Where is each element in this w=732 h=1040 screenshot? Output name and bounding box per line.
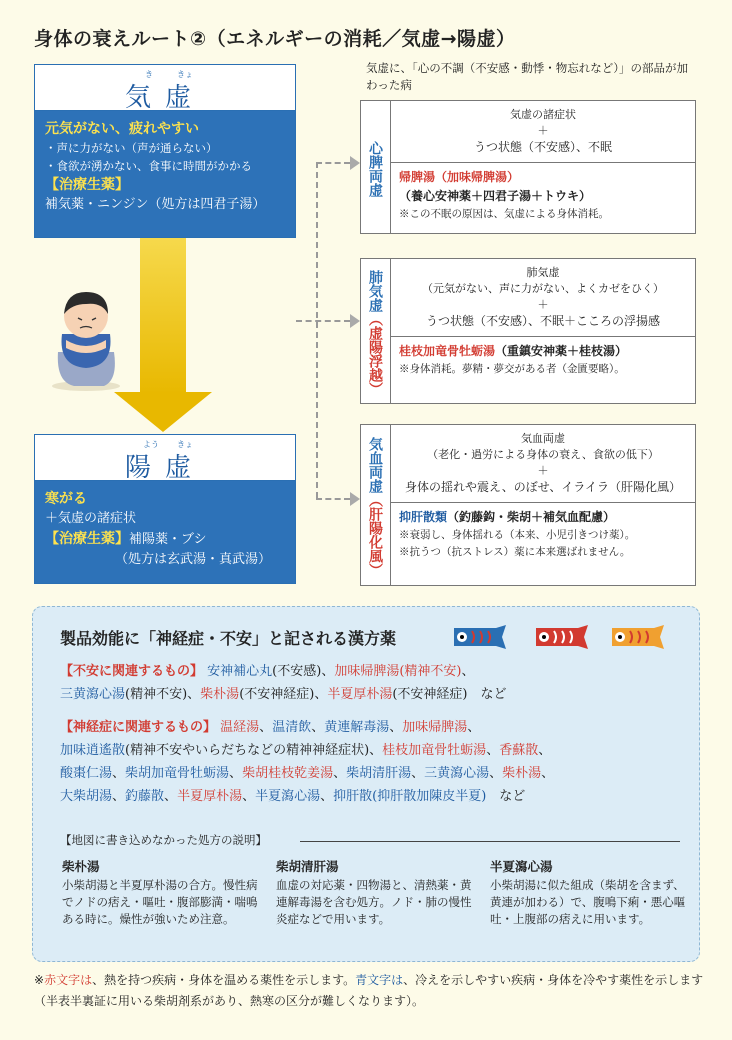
kampo-text: 、 xyxy=(541,766,555,781)
carp-streamer-blue-icon xyxy=(452,624,508,650)
kampo-text: 、 xyxy=(538,743,552,758)
kampo-name: 香蘇散 xyxy=(499,743,539,758)
qi-blood-box xyxy=(360,424,696,586)
symptom-block: 肺気虚 （元気がない、声に力がない、よくカゼをひく） ＋ うつ状態（不安感）、不眠＋こころの浮揚感 xyxy=(391,259,695,337)
kampo-text: 、 xyxy=(259,720,273,735)
kampo-text: (不安感)、 xyxy=(272,664,335,679)
qi-xu-headline: 元気がない、疲れやすい xyxy=(45,121,199,137)
qi-xu-header xyxy=(35,65,295,111)
rx-note: ※身体消耗。夢精・夢交がある者（金匱要略）。 xyxy=(399,363,625,375)
qi-xu-name: 気虚 xyxy=(124,83,205,113)
kampo-text: (不安神経症)、 xyxy=(239,687,328,702)
connector-line xyxy=(316,498,350,500)
caption: 気虚に、「心の不調（不安感・動悸・物忘れなど）」の部品が加わった病 xyxy=(366,61,688,92)
qi-xu-treat-label: 【治療生薬】 xyxy=(45,177,129,193)
down-arrow-shaft xyxy=(140,238,186,394)
connector-line xyxy=(316,162,318,498)
arrow-right-icon xyxy=(350,314,360,328)
down-arrow-icon xyxy=(114,392,212,432)
rx-note: ※この不眠の原因は、気虚による身体消耗。 xyxy=(399,208,609,220)
kampo-text: 、 xyxy=(489,766,503,781)
kampo-text: 、 xyxy=(242,789,256,804)
arrow-right-icon xyxy=(350,156,360,170)
prescription-block xyxy=(391,163,695,228)
yang-xu-treat: 補陽薬・ブシ xyxy=(129,532,207,547)
qi-xu-treat: 補気薬・ニンジン（処方は四君子湯） xyxy=(45,197,266,212)
kampo-name: 酸棗仁湯 xyxy=(60,766,113,781)
kampo-text: 、 xyxy=(333,766,347,781)
kampo-text: 、 xyxy=(486,743,500,758)
kampo-text: 、 xyxy=(112,789,126,804)
kampo-text: 、 xyxy=(112,766,126,781)
panel-title: 製品効能に「神経症・不安」と記される漢方薬 xyxy=(60,629,397,648)
footnote: ※赤文字は、熱を持つ疾病・身体を温める薬性を示します。青文字は、冷えを示しやすい疾病・身体を冷やす薬性を示します（半表半裏証に用いる柴胡剤系があり、熱寒の区分が難しくなります）。 xyxy=(34,973,704,1008)
kampo-name: 桂枝加竜骨牡蛎湯 xyxy=(382,743,487,758)
map-note-heading: 【地図に書き込めなかった処方の説明】 xyxy=(60,833,267,847)
kampo-name: 大柴胡湯 xyxy=(60,789,113,804)
kampo-name: 温清飲 xyxy=(272,720,312,735)
kampo-text: 、 xyxy=(320,789,334,804)
kampo-text: 、 xyxy=(461,664,475,679)
kampo-name: 安神補心丸 xyxy=(207,664,273,679)
rx-name: 帰脾湯（加味帰脾湯） xyxy=(399,170,520,184)
yang-xu-treat-label: 【治療生薬】 xyxy=(45,531,129,547)
kampo-text: 、 xyxy=(411,766,425,781)
ruby-ki: き xyxy=(145,70,153,79)
heart-spleen-box xyxy=(360,100,696,234)
rx-note: ※衰弱し、身体揺れる（本来、小児引きつけ薬）。 xyxy=(399,529,636,541)
qi-xu-box xyxy=(34,64,296,238)
rx-composition: （釣藤鈎・柴胡＋補気血配慮） xyxy=(447,510,616,524)
symptom-block: 気虚の諸症状 ＋ うつ状態（不安感）、不眠 xyxy=(391,101,695,163)
rx-composition: （養心安神薬＋四君子湯＋トウキ） xyxy=(399,189,592,203)
kampo-name: 黄連解毒湯 xyxy=(324,720,390,735)
rx-composition: （重鎮安神薬＋桂枝湯） xyxy=(495,344,628,358)
yang-xu-box xyxy=(34,434,296,584)
kampo-name: 柴朴湯 xyxy=(200,687,240,702)
kampo-text: 、 xyxy=(229,766,243,781)
kampo-text: など xyxy=(486,789,526,804)
ruby-kyo: きょ xyxy=(177,440,193,449)
ruby-you: よう xyxy=(143,440,159,449)
kampo-name: 加味逍遙散 xyxy=(60,743,126,758)
explain-column: 半夏瀉心湯 小柴胡湯に似た組成（柴胡を含まず、黄連が加わる）で、腹鳴下痢・悪心嘔吐・上腹部の痞えに用います。 xyxy=(490,859,686,926)
qi-xu-symptom: ・声に力がない（声が通らない） xyxy=(45,141,218,155)
kampo-name: 柴胡加竜骨牡蛎湯 xyxy=(125,766,230,781)
kampo-text: (精神不安)、 xyxy=(125,687,201,702)
anxiety-paragraph: 【不安に関連するもの】 安神補心丸(不安感)、加味帰脾湯(精神不安)、 三黄瀉心湯(精神不安)、柴朴湯(不安神経症)、半夏厚朴湯(不安神経症) など xyxy=(60,664,507,702)
explain-column: 柴胡清肝湯 血虚の対応薬・四物湯と、清熱薬・黄連解毒湯を含む処方。ノド・肺の慢性炎症などで用います。 xyxy=(276,859,472,926)
divider xyxy=(300,841,680,842)
qi-xu-body xyxy=(35,111,295,237)
kampo-text: 、 xyxy=(467,720,481,735)
qi-xu-symptom: ・食欲が湧かない、食事に時間がかかる xyxy=(45,159,252,173)
yang-xu-headline: 寒がる xyxy=(45,491,87,507)
kampo-name: 柴胡桂枝乾姜湯 xyxy=(242,766,334,781)
kampo-name: 半夏厚朴湯 xyxy=(327,687,393,702)
yang-xu-line: ＋気虚の諸症状 xyxy=(45,511,137,526)
kampo-text: 、 xyxy=(311,720,325,735)
yang-xu-name: 陽虚 xyxy=(124,453,205,483)
kampo-name: 加味帰脾湯 xyxy=(402,720,468,735)
carp-streamer-red-icon xyxy=(534,624,590,650)
side-label: 心脾両虚 xyxy=(361,101,391,233)
kampo-name: 柴朴湯 xyxy=(502,766,542,781)
kampo-name: 半夏瀉心湯 xyxy=(255,789,321,804)
lung-qi-box xyxy=(360,258,696,404)
side-label: 肺気虚（虚陽浮越） xyxy=(361,259,391,403)
connector-line xyxy=(316,162,350,164)
symptom-block: 気血両虚 （老化・過労による身体の衰え、食欲の低下） ＋ 身体の揺れや震え、のぼせ、イライラ（肝陽化風） xyxy=(391,425,695,503)
kampo-name: 釣藤散 xyxy=(125,789,165,804)
carp-streamer-orange-icon xyxy=(610,624,666,650)
rx-name: 桂枝加竜骨牡蛎湯 xyxy=(399,344,496,358)
kampo-name: 抑肝散(抑肝散加陳皮半夏) xyxy=(333,789,487,804)
prescription-block xyxy=(391,503,695,566)
connector-line xyxy=(296,320,350,322)
yang-xu-body xyxy=(35,481,295,583)
kampo-name: 加味帰脾湯(精神不安) xyxy=(334,664,462,679)
explain-column: 柴朴湯 小柴胡湯と半夏厚朴湯の合方。慢性病でノドの痞え・嘔吐・腹部膨満・喘鳴ある時に。燥性が強いため注意。 xyxy=(62,859,258,926)
kampo-name: 三黄瀉心湯 xyxy=(60,687,126,702)
yang-xu-treat2: （処方は玄武湯・真武湯） xyxy=(115,552,272,567)
arrow-right-icon xyxy=(350,492,360,506)
ruby-kyo: きょ xyxy=(177,70,193,79)
kampo-text: 、 xyxy=(164,789,178,804)
kampo-name: 半夏厚朴湯 xyxy=(177,789,243,804)
rx-name: 抑肝散類 xyxy=(399,510,448,524)
kampo-name: 三黄瀉心湯 xyxy=(424,766,490,781)
kampo-text: 、 xyxy=(389,720,403,735)
neurosis-paragraph: 【神経症に関連するもの】 温経湯、温清飲、黄連解毒湯、加味帰脾湯、 加味逍遙散(精神不安やいらだちなどの精神神経症状)、桂枝加竜骨牡蛎湯、香蘇散、 酸棗仁湯、柴胡加竜骨牡蛎湯、柴胡桂枝乾姜湯、柴胡清肝湯、三黄瀉心湯、柴朴湯、 大柴胡湯、釣藤散、半夏厚朴湯、半夏瀉心湯、抑肝散(抑肝散加陳皮半夏) など xyxy=(60,720,555,804)
tired-boy-illustration xyxy=(44,282,128,392)
page-title: 身体の衰えルート②（エネルギーの消耗／気虚→陽虚） xyxy=(34,28,516,50)
kampo-text: (不安神経症) など xyxy=(392,687,507,702)
side-label: 気血両虚（肝陽化風） xyxy=(361,425,391,585)
kampo-name: 柴胡清肝湯 xyxy=(346,766,412,781)
rx-note: ※抗うつ（抗ストレス）薬に本来選ばれません。 xyxy=(399,546,631,558)
yang-xu-header xyxy=(35,435,295,481)
kampo-text: (精神不安やいらだちなどの精神神経症状)、 xyxy=(125,743,383,758)
kampo-name: 温経湯 xyxy=(220,720,260,735)
prescription-block xyxy=(391,337,695,383)
